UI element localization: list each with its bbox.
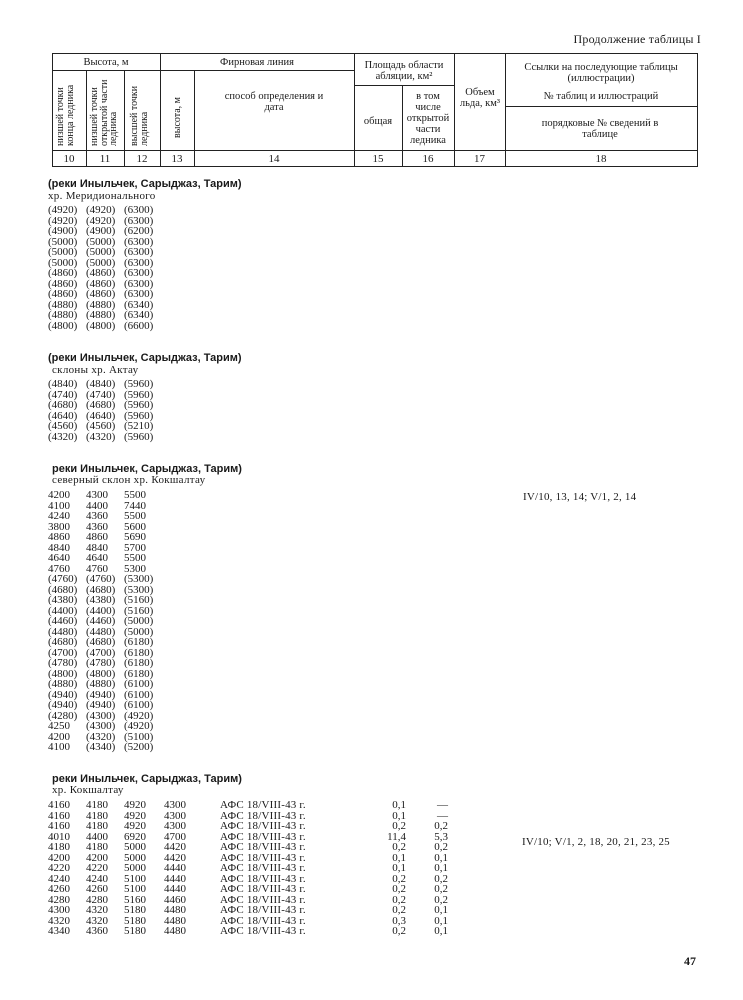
table-cell: (4880): [86, 678, 116, 690]
table-cell: 4400: [86, 830, 108, 843]
table-cell: (4920): [124, 720, 154, 732]
table-cell: 4320: [86, 914, 108, 927]
table-cell: 4300: [48, 904, 70, 916]
table-cell: 4300: [164, 799, 186, 811]
table-cell: (6200): [124, 225, 154, 237]
table-cell: 4260: [86, 883, 108, 895]
table-cell: АФС 18/VIII-43 г.: [220, 904, 306, 916]
ablation-area-heading: Площадь области абляции, км²: [364, 60, 444, 82]
table-cell: 4240: [48, 872, 70, 885]
table-cell: (6300): [124, 235, 154, 248]
table-cell: (6600): [124, 319, 154, 332]
table-cell: (5000): [48, 235, 78, 248]
table-cell: 5600: [124, 520, 146, 533]
ice-volume-heading: Объем льда, км³: [459, 87, 501, 109]
table-cell: 5500: [124, 489, 146, 501]
highest-point-heading: высшей точки ледника: [129, 85, 150, 146]
table-cell: 4480: [164, 904, 186, 916]
table-cell: 0,2: [434, 893, 448, 906]
table-cell: (4680): [86, 583, 116, 596]
table-cell: 4360: [86, 520, 108, 533]
table-cell: 4840: [86, 541, 108, 554]
table-cell: (4680): [86, 636, 116, 648]
table-cell: 0,1: [392, 862, 406, 874]
table-cell: (6100): [124, 688, 154, 701]
table-cell: 4760: [48, 562, 70, 575]
table-cell: 4320: [86, 904, 108, 916]
table-cell: 4180: [48, 841, 70, 853]
table-cell: 0,2: [434, 820, 448, 832]
table-cell: (6300): [124, 267, 154, 279]
table-cell: 4760: [86, 562, 108, 575]
table-cell: 0,2: [434, 841, 448, 853]
table-cell: 4010: [48, 830, 70, 843]
table-cell: 5160: [124, 893, 146, 906]
table-cell: 4440: [164, 862, 186, 874]
table-cell: (4700): [48, 646, 78, 659]
table-cell: (4860): [86, 267, 116, 279]
table-cell: 4220: [48, 862, 70, 874]
table-cell: 4220: [86, 862, 108, 874]
table-cell: —: [437, 809, 448, 822]
lowest-open-heading: низшей точки открытой части ледника: [89, 79, 119, 146]
table-cell: (4920): [48, 214, 78, 227]
table-cell: (5100): [124, 730, 154, 743]
table-cell: (5000): [124, 615, 154, 627]
table-cell: (4920): [86, 214, 116, 227]
table-cell: (4680): [48, 399, 78, 411]
table-cell: 4440: [164, 872, 186, 885]
table-cell: (4940): [48, 688, 78, 701]
table-cell: (4880): [48, 298, 78, 311]
table-cell: (4920): [86, 204, 116, 216]
table-cell: 0,1: [434, 851, 448, 864]
table-cell: (5000): [86, 246, 116, 258]
section-subtitle: северный склон хр. Кокшалтау: [52, 474, 206, 486]
ref-order-heading: порядковые № сведений в таблице: [541, 118, 659, 140]
table-cell: (5160): [124, 604, 154, 617]
table-cell: 4200: [86, 851, 108, 864]
table-cell: (4740): [48, 388, 78, 401]
ablation-total-heading: общая: [363, 116, 393, 127]
table-cell: (4900): [86, 225, 116, 237]
table-cell: АФС 18/VIII-43 г.: [220, 925, 306, 937]
table-cell: 4160: [48, 820, 70, 832]
table-cell: (5960): [124, 378, 154, 390]
table-cell: (6180): [124, 636, 154, 648]
table-cell: 4160: [48, 809, 70, 822]
table-cell: 4340: [48, 925, 70, 937]
table-cell: 4100: [48, 499, 70, 512]
section-title: (реки Иныльчек, Сарыджаз, Тарим): [48, 178, 242, 190]
table-cell: (4400): [86, 604, 116, 617]
section-subtitle: хр. Кокшалтау: [52, 784, 124, 796]
table-cell: (4380): [48, 594, 78, 606]
table-cell: АФС 18/VIII-43 г.: [220, 799, 306, 811]
table-cell: 4250: [48, 720, 70, 732]
firn-method-heading: способ определения и дата: [224, 91, 324, 113]
table-cell: 4480: [164, 925, 186, 937]
table-cell: 5500: [124, 552, 146, 564]
col-number: 14: [268, 153, 280, 165]
table-cell: (4780): [86, 657, 116, 669]
ablation-open-heading: в том числе открытой части ледника: [406, 91, 450, 146]
ref-tables-heading: № таблиц и иллюстраций: [543, 91, 659, 102]
table-cell: 7440: [124, 499, 146, 512]
table-cell: 0,2: [434, 883, 448, 895]
table-cell: 0,1: [434, 914, 448, 927]
table-cell: (4300): [86, 709, 116, 722]
table-cell: 0,2: [392, 841, 406, 853]
table-cell: (4940): [86, 699, 116, 711]
table-cell: 4400: [86, 499, 108, 512]
table-cell: 4260: [48, 883, 70, 895]
table-cell: (4640): [48, 409, 78, 422]
table-cell: (5000): [86, 235, 116, 248]
table-cell: 5000: [124, 841, 146, 853]
col-number: 15: [372, 153, 384, 165]
table-cell: (5000): [124, 625, 154, 638]
table-cell: (6180): [124, 646, 154, 659]
table-cell: 4300: [164, 809, 186, 822]
table-cell: АФС 18/VIII-43 г.: [220, 809, 306, 822]
table-cell: (4880): [48, 309, 78, 321]
table-cell: (4680): [86, 399, 116, 411]
table-cell: АФС 18/VIII-43 г.: [220, 883, 306, 895]
table-cell: (4320): [86, 430, 116, 443]
table-cell: (4840): [48, 378, 78, 390]
table-cell: (6300): [124, 246, 154, 258]
table-cell: 4640: [48, 552, 70, 564]
table-cell: 4860: [48, 531, 70, 543]
table-cell: (6100): [124, 699, 154, 711]
table-cell: 4100: [48, 741, 70, 753]
col-number: 17: [474, 153, 485, 165]
table-cell: 4200: [48, 489, 70, 501]
table-cell: —: [437, 799, 448, 811]
table-cell: 5180: [124, 904, 146, 916]
table-cell: (6340): [124, 298, 154, 311]
table-cell: 4420: [164, 841, 186, 853]
table-cell: (6300): [124, 256, 154, 269]
table-cell: (4800): [48, 319, 78, 332]
table-cell: 0,2: [392, 893, 406, 906]
table-cell: 0,2: [392, 904, 406, 916]
table-cell: 6920: [124, 830, 146, 843]
table-cell: (5960): [124, 409, 154, 422]
section-title: реки Иныльчек, Сарыджаз, Тарим): [52, 773, 242, 785]
table-cell: (4560): [48, 420, 78, 432]
table-cell: АФС 18/VIII-43 г.: [220, 820, 306, 832]
table-cell: (6300): [124, 204, 154, 216]
table-cell: (4880): [86, 309, 116, 321]
table-cell: (5960): [124, 430, 154, 443]
table-cell: 0,2: [392, 925, 406, 937]
table-cell: 0,2: [392, 883, 406, 895]
table-cell: 5300: [124, 562, 146, 575]
table-cell: 4300: [164, 820, 186, 832]
table-cell: (5960): [124, 399, 154, 411]
table-cell: (4700): [86, 646, 116, 659]
table-cell: (4860): [86, 288, 116, 300]
table-cell: 4200: [48, 730, 70, 743]
section-reference: IV/10; V/1, 2, 18, 20, 21, 23, 25: [522, 836, 670, 848]
table-cell: (4320): [48, 430, 78, 443]
table-cell: 4360: [86, 510, 108, 522]
table-cell: 4280: [48, 893, 70, 906]
table-cell: АФС 18/VIII-43 г.: [220, 872, 306, 885]
table-cell: 4240: [48, 510, 70, 522]
table-cell: (4840): [86, 378, 116, 390]
table-cell: 0,2: [434, 872, 448, 885]
table-cell: 4420: [164, 851, 186, 864]
table-cell: (5300): [124, 573, 154, 585]
table-cell: (4800): [86, 667, 116, 680]
col-number: 11: [99, 153, 111, 165]
table-cell: (6100): [124, 678, 154, 690]
references-heading: Ссылки на последующие таблицы (иллюстрации): [524, 62, 678, 84]
table-cell: 0,1: [434, 904, 448, 916]
table-cell: (4560): [86, 420, 116, 432]
table-cell: (4800): [86, 319, 116, 332]
table-cell: (4320): [86, 730, 116, 743]
table-cell: (4280): [48, 709, 78, 722]
table-cell: (4460): [86, 615, 116, 627]
col-number: 16: [422, 153, 434, 165]
table-header: [52, 53, 698, 167]
table-cell: (5000): [48, 246, 78, 258]
table-cell: 4920: [124, 820, 146, 832]
table-cell: (4940): [86, 688, 116, 701]
table-cell: (4300): [86, 720, 116, 732]
table-cell: 4640: [86, 552, 108, 564]
table-cell: (6180): [124, 657, 154, 669]
table-cell: (6300): [124, 288, 154, 300]
table-cell: 5690: [124, 531, 146, 543]
table-cell: 5000: [124, 851, 146, 864]
table-cell: 0,1: [392, 809, 406, 822]
table-cell: АФС 18/VIII-43 г.: [220, 893, 306, 906]
table-cell: (4760): [48, 573, 78, 585]
section-title: реки Иныльчек, Сарыджаз, Тарим): [52, 463, 242, 475]
section-reference: IV/10, 13, 14; V/1, 2, 14: [523, 491, 637, 503]
table-cell: (4400): [48, 604, 78, 617]
table-cell: 5000: [124, 862, 146, 874]
table-cell: 4200: [48, 851, 70, 864]
table-cell: (4860): [48, 267, 78, 279]
table-cell: (6340): [124, 309, 154, 321]
page-number: 47: [684, 954, 696, 968]
table-cell: (4740): [86, 388, 116, 401]
table-cell: 5180: [124, 925, 146, 937]
table-cell: 0,2: [392, 872, 406, 885]
table-cell: АФС 18/VIII-43 г.: [220, 862, 306, 874]
table-cell: 4700: [164, 830, 186, 843]
table-cell: 5700: [124, 541, 146, 554]
table-cell: АФС 18/VIII-43 г.: [220, 841, 306, 853]
table-cell: (4480): [48, 625, 78, 638]
table-cell: 0,1: [392, 799, 406, 811]
table-cell: 4300: [86, 489, 108, 501]
table-cell: (5000): [48, 256, 78, 269]
table-cell: 5500: [124, 510, 146, 522]
table-cell: 0,2: [392, 820, 406, 832]
table-cell: (4900): [48, 225, 78, 237]
table-cell: (4380): [86, 594, 116, 606]
table-cell: (6180): [124, 667, 154, 680]
table-cell: (4860): [48, 277, 78, 290]
table-cell: АФС 18/VIII-43 г.: [220, 914, 306, 927]
table-cell: АФС 18/VIII-43 г.: [220, 851, 306, 864]
table-cell: (4880): [48, 678, 78, 690]
table-cell: 5100: [124, 883, 146, 895]
table-cell: (5300): [124, 583, 154, 596]
table-cell: 4180: [86, 799, 108, 811]
table-cell: 4920: [124, 809, 146, 822]
table-cell: (4920): [124, 709, 154, 722]
table-cell: (4860): [48, 288, 78, 300]
table-cell: (4940): [48, 699, 78, 711]
col-number: 13: [171, 153, 183, 165]
table-cell: 4840: [48, 541, 70, 554]
table-cell: (5960): [124, 388, 154, 401]
table-cell: 4440: [164, 883, 186, 895]
col-number: 18: [595, 153, 607, 165]
table-cell: 4280: [86, 893, 108, 906]
table-cell: (4680): [48, 636, 78, 648]
table-cell: 5180: [124, 914, 146, 927]
table-cell: (4680): [48, 583, 78, 596]
table-cell: (4860): [86, 277, 116, 290]
table-cell: 5100: [124, 872, 146, 885]
table-cell: (5210): [124, 420, 154, 432]
table-cell: 4320: [48, 914, 70, 927]
table-cell: (5000): [86, 256, 116, 269]
table-cell: 4360: [86, 925, 108, 937]
table-cell: (4760): [86, 573, 116, 585]
table-cell: (4880): [86, 298, 116, 311]
table-cell: (4340): [86, 741, 116, 753]
table-cell: (5200): [124, 741, 154, 753]
lowest-tongue-heading: низшей точки конца ледника: [55, 84, 76, 146]
table-cell: 0,1: [434, 862, 448, 874]
col-number: 12: [136, 153, 148, 165]
continuation-label: Продолжение таблицы I: [573, 32, 701, 46]
table-cell: 4920: [124, 799, 146, 811]
table-cell: 3800: [48, 520, 70, 533]
table-cell: 4180: [86, 809, 108, 822]
table-cell: 4180: [86, 841, 108, 853]
table-cell: АФС 18/VIII-43 г.: [220, 830, 306, 843]
table-cell: (4780): [48, 657, 78, 669]
table-cell: 5,3: [434, 830, 448, 843]
table-cell: (6300): [124, 277, 154, 290]
section-title: (реки Иныльчек, Сарыджаз, Тарим): [48, 352, 242, 364]
table-cell: 0,3: [392, 914, 406, 927]
section-subtitle: склоны хр. Актау: [52, 364, 139, 376]
table-cell: 4460: [164, 893, 186, 906]
table-cell: 0,1: [392, 851, 406, 864]
col-number: 10: [63, 153, 75, 165]
table-cell: (4480): [86, 625, 116, 638]
table-cell: (4800): [48, 667, 78, 680]
table-cell: (4640): [86, 409, 116, 422]
table-cell: (4460): [48, 615, 78, 627]
table-cell: 0,1: [434, 925, 448, 937]
table-cell: 4180: [86, 820, 108, 832]
section-subtitle: хр. Меридионального: [48, 190, 156, 202]
height-group-heading: Высота, м: [83, 57, 129, 68]
firn-height-heading: высота, м: [172, 96, 183, 138]
table-cell: (4920): [48, 204, 78, 216]
table-cell: (5160): [124, 594, 154, 606]
table-cell: 4480: [164, 914, 186, 927]
table-cell: (6300): [124, 214, 154, 227]
table-cell: 4860: [86, 531, 108, 543]
table-cell: 4240: [86, 872, 108, 885]
firn-line-heading: Фирновая линия: [220, 57, 294, 68]
table-cell: 11,4: [387, 830, 406, 843]
table-cell: 4160: [48, 799, 70, 811]
